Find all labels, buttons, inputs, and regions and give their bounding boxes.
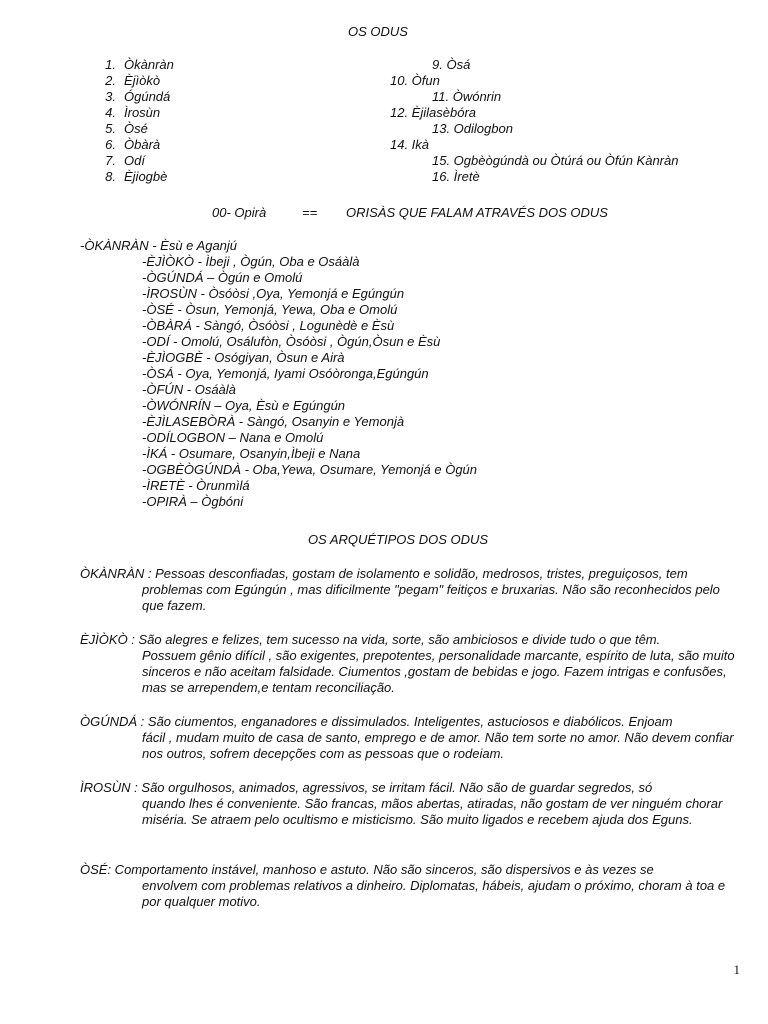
list-item: -ÌRETÈ - Òrunmìlá	[142, 478, 250, 493]
paragraph-body: problemas com Egúngún , mas dificilmente "pegam" feitiços e bruxarias. Não são reconhecidos pelo que fazem.	[142, 582, 720, 613]
list-item: -ÒFÚN - Osáàlà	[142, 382, 236, 397]
section-title: OS ARQUÉTIPOS DOS ODUS	[307, 532, 489, 547]
page-number: 1	[733, 962, 740, 977]
paragraph-first-line: ÈJÌÒKÒ : São alegres e felizes, tem sucesso na vida, sorte, são ambiciosos e divide tudo o que têm.	[80, 632, 661, 647]
list-item: 9. Òsá	[432, 57, 471, 72]
paragraph-body: fácil , mudam muito de casa de santo, emprego e de amor. Não tem sorte no amor. Não devem confiar nos outros, sofrem decepções com as pessoas que o rodeiam.	[142, 730, 734, 761]
paragraph-body: envolvem com problemas relativos a dinheiro. Diplomatas, hábeis, ajudam o próximo, choram à toa e por qualquer motivo.	[142, 878, 726, 909]
heading-opira: 00- Opirà	[212, 205, 267, 220]
list-item: 10. Òfun	[390, 73, 440, 88]
list-item: 8. Èjiogbè	[105, 169, 168, 184]
list-item: -ÒKÀNRÀN - Èsù e Aganjú	[80, 238, 238, 253]
paragraph	[80, 780, 740, 828]
list-item: 13. Odilogbon	[432, 121, 513, 136]
list-item: -ÌKÁ - Osumare, Osanyin,Ìbeji e Nana	[142, 446, 361, 461]
paragraph	[80, 862, 740, 910]
list-item: 15. Ogbèògúndà ou Òtúrá ou Òfún Kànràn	[432, 153, 679, 168]
list-item: -ÒBÀRÁ - Sàngó, Òsóòsi , Logunèdè e Èsù	[142, 318, 395, 333]
list-item: -OGBÈÒGÚNDÀ - Oba,Yewa, Osumare, Yemonjá e Ògún	[142, 462, 478, 477]
paragraph-first-line: ÒSÉ: Comportamento instável, manhoso e astuto. Não são sinceros, são dispersivos e às vezes se	[80, 862, 654, 877]
list-item: 2. Èjìòkò	[105, 73, 161, 88]
list-item: 3. Ógúndá	[105, 89, 171, 104]
list-item: 5. Òsé	[105, 121, 148, 136]
list-item: 14. Ikà	[390, 137, 430, 152]
paragraph	[80, 632, 740, 696]
list-item: 1. Òkànràn	[105, 57, 174, 72]
list-item: -ODÍLOGBON – Nana e Omolú	[142, 430, 324, 445]
list-item: 12. Èjilasèbóra	[390, 105, 476, 120]
document-title: OS ODUS	[348, 24, 408, 39]
paragraph-first-line: ÒGÚNDÁ : São ciumentos, enganadores e dissimulados. Inteligentes, astuciosos e diabólicos. Enjoam	[80, 714, 673, 729]
paragraph	[80, 566, 740, 614]
paragraph-first-line: ÒKÀNRÀN : Pessoas desconfiadas, gostam de isolamento e solidão, medrosos, tristes, preguiçosos, tem	[80, 566, 688, 581]
list-item: -ÒWÓNRÍN – Oya, Èsù e Egúngún	[142, 398, 346, 413]
list-item: 16. Ìretè	[432, 169, 480, 184]
list-item: 6. Òbàrà	[105, 137, 161, 152]
list-item: -ÒSÁ - Oya, Yemonjá, Iyami Osóòronga,Egúngún	[142, 366, 429, 381]
heading-equals: ==	[302, 205, 318, 220]
list-item: -ÈJÌOGBÈ - Osógiyan, Òsun e Airà	[142, 350, 345, 365]
list-item: 4. Ìrosùn	[105, 105, 161, 120]
list-item: -ÒGÚNDÁ – Ògún e Omolú	[142, 270, 303, 285]
list-item: -ÈJÌÒKÒ - Ìbeji , Ògún, Oba e Osáàlà	[142, 254, 360, 269]
list-item: -ÌROSÙN - Òsóòsi ,Oya, Yemonjá e Egúngún	[142, 286, 405, 301]
paragraph-first-line: ÌROSÙN : São orgulhosos, animados, agressivos, se irritam fácil. Não são de guardar segredos, só	[80, 780, 653, 795]
paragraph-body: Possuem gênio difícil , são exigentes, prepotentes, personalidade marcante, espírito de luta, são muito sinceros e não aceitam falsidade. Ciumentos ,gostam de bebidas e jogo. Fazem intrigas e confusões, mas se arrependem,e tentam reconciliação.	[142, 648, 735, 695]
list-item: -ODÍ - Omolú, Osálufòn, Òsóòsi , Ògún,Òsun e Èsù	[142, 334, 441, 349]
list-item: -ÈJÌLASEBÒRÀ - Sàngó, Osanyin e Yemonjà	[142, 414, 405, 429]
heading-orisas: ORISÀS QUE FALAM ATRAVÉS DOS ODUS	[346, 205, 608, 220]
list-item: 7. Odí	[105, 153, 145, 168]
list-item: -ÒSÉ - Òsun, Yemonjá, Yewa, Oba e Omolú	[142, 302, 398, 317]
list-item: -OPIRÀ – Ògbóni	[142, 494, 244, 509]
paragraph-body: quando lhes é conveniente. São francas, mãos abertas, atiradas, não gostam de ver ninguém chorar miséria. Se atraem pelo ocultismo e misticismo. São muito ligados e recebem ajuda dos Eguns.	[142, 796, 723, 827]
paragraph	[80, 714, 740, 762]
list-item: 11. Òwónrin	[432, 89, 502, 104]
